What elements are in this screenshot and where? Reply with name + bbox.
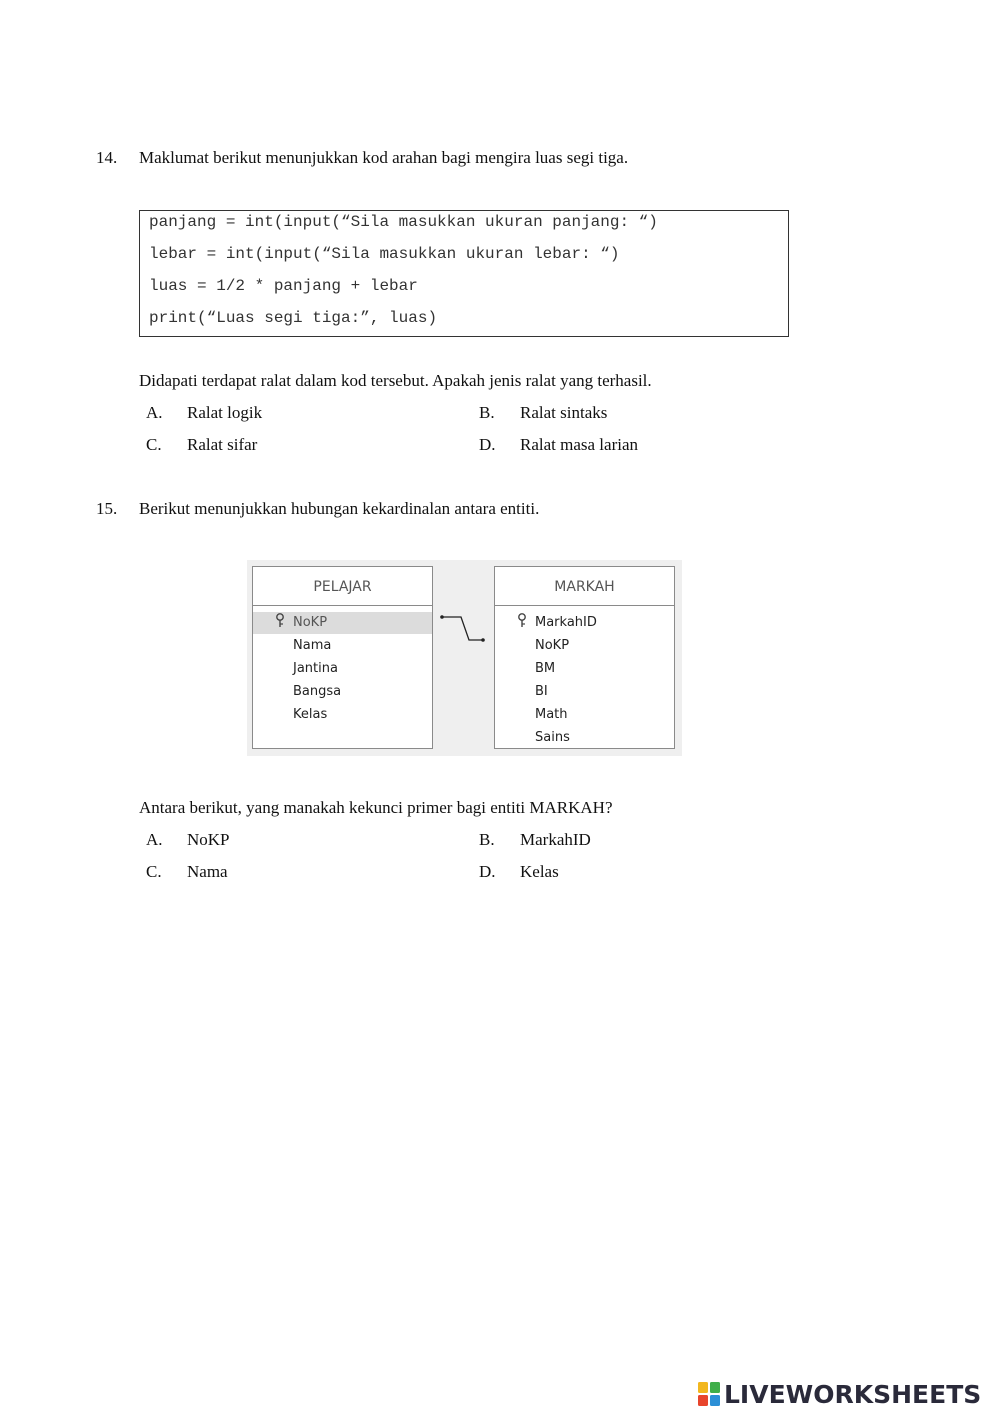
q15-option-b-letter: B. [479,830,495,849]
q15-option-b[interactable]: MarkahID [520,830,591,849]
q14-code-box [139,210,789,337]
code-line-1: panjang = int(input(“Sila masukkan ukuran panjang: “) [149,213,658,231]
q15-option-a-letter: A. [146,830,163,849]
q14-question: Didapati terdapat ralat dalam kod tersebut. Apakah jenis ralat yang terhasil. [139,371,652,390]
q15-prompt: Berikut menunjukkan hubungan kekardinalan antara entiti. [139,499,540,518]
q14-option-a[interactable]: Ralat logik [187,403,263,422]
q15-number: 15. [96,499,118,518]
q14-option-d-letter: D. [479,435,496,454]
q15-option-d-letter: D. [479,862,496,881]
key-icon [275,613,285,629]
relationship-line [437,610,489,646]
q14-option-c-letter: C. [146,435,162,454]
markah-attr-markahid: MarkahID [535,615,597,630]
q15-question: Antara berikut, yang manakah kekunci primer bagi entiti MARKAH? [139,798,613,817]
q14-option-a-letter: A. [146,403,163,422]
markah-attr-math: Math [535,707,568,722]
markah-attr-sains: Sains [535,730,570,745]
q14-number: 14. [96,148,118,167]
q15-option-a[interactable]: NoKP [187,830,230,849]
key-icon [517,613,527,629]
q14-option-d[interactable]: Ralat masa larian [520,435,639,454]
er-diagram [247,560,682,756]
pelajar-attr-jantina: Jantina [293,661,338,676]
code-line-2: lebar = int(input(“Sila masukkan ukuran lebar: “) [149,245,620,263]
q14-option-b-letter: B. [479,403,495,422]
entity-markah [494,566,675,749]
markah-attr-bm: BM [535,661,556,676]
q15-option-c[interactable]: Nama [187,862,228,881]
q15-option-c-letter: C. [146,862,162,881]
entity-pelajar [252,566,433,749]
pelajar-attr-nokp: NoKP [293,615,328,630]
markah-attr-nokp: NoKP [535,638,570,653]
q14-option-b[interactable]: Ralat sintaks [520,403,608,422]
pelajar-attr-nama: Nama [293,638,332,653]
liveworksheets-logo[interactable] [698,1378,981,1410]
pelajar-attr-bangsa: Bangsa [293,684,342,699]
logo-badge-icon [698,1382,720,1406]
markah-attr-bi: BI [535,684,548,699]
q14-prompt: Maklumat berikut menunjukkan kod arahan bagi mengira luas segi tiga. [139,148,629,167]
code-line-4: print(“Luas segi tiga:”, luas) [149,309,438,327]
logo-text: LIVEWORKSHEETS [724,1379,982,1409]
q15-option-d[interactable]: Kelas [520,862,559,881]
pelajar-attr-kelas: Kelas [293,707,328,722]
q14-option-c[interactable]: Ralat sifar [187,435,258,454]
entity-markah-title: MARKAH [495,567,674,606]
code-line-3: luas = 1/2 * panjang + lebar [149,277,418,295]
entity-pelajar-title: PELAJAR [253,567,432,606]
